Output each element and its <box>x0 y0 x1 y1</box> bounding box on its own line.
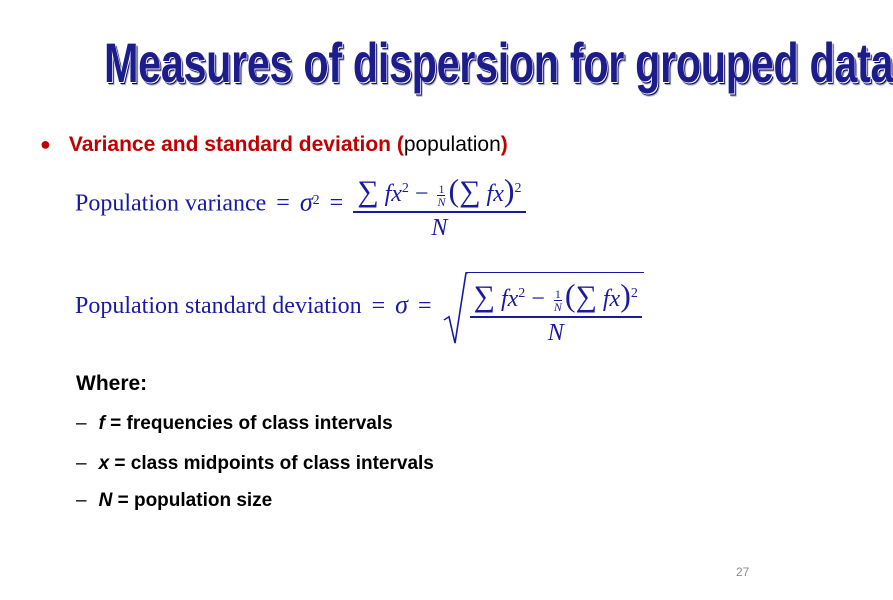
variance-formula <box>75 172 526 242</box>
dash-icon: – <box>76 453 87 474</box>
bullet-bold-text: Variance and standard deviation <box>68 133 391 156</box>
bullet-close-paren: ) <box>500 133 508 156</box>
sigma-exponent: 2 <box>312 193 320 209</box>
where-heading: Where: <box>76 372 148 395</box>
dash-icon: – <box>76 413 87 434</box>
def-text: = class midpoints of class intervals <box>109 453 434 474</box>
one-numerator: 1 <box>438 181 445 196</box>
stddev-equals-1: = <box>371 292 386 319</box>
stddev-label: Population standard deviation <box>75 292 362 319</box>
variance-numerator: ∑ $fx^2 - \frac{1}{N}(\sum$ fx)$^2$ <box>357 172 522 209</box>
definition-n <box>76 490 272 512</box>
inner-fx: fx <box>486 181 504 207</box>
def-variable: x <box>98 453 110 474</box>
stddev-numerator: ∑ $fx^2 - \frac{1}{N}(\sum$ fx)$^2$ <box>473 277 638 314</box>
dash-icon: – <box>76 490 87 511</box>
definition-f <box>76 413 393 435</box>
square-root <box>442 272 644 347</box>
bullet-open-paren: ( <box>396 133 404 156</box>
minus-sign: − <box>531 286 545 312</box>
def-text: = frequencies of class intervals <box>104 413 393 434</box>
stddev-formula <box>75 272 644 347</box>
slide-title: Measures of dispersion for grouped data <box>104 31 893 94</box>
one-numerator: 1 <box>554 286 561 301</box>
bullet-dot-icon: ● <box>40 134 51 154</box>
outer-exponent: 2 <box>514 181 522 196</box>
stddev-equals-2: = <box>418 292 432 319</box>
variance-equals: = <box>276 190 290 217</box>
stddev-sigma: σ <box>395 289 408 319</box>
stddev-denominator: N <box>547 319 564 346</box>
def-variable: f <box>98 413 105 434</box>
inner-sum-symbol: ∑ <box>459 175 481 208</box>
term-fx: fx <box>500 286 519 312</box>
term-fx: fx <box>384 181 402 207</box>
sum-symbol: ∑ <box>357 175 379 208</box>
n-denominator: N <box>553 299 562 314</box>
variance-denominator: N <box>431 214 448 241</box>
sigma-symbol: σ <box>299 187 313 217</box>
minus-sign: − <box>414 181 429 207</box>
definition-x <box>76 453 434 475</box>
variance-label: Population variance <box>75 190 267 217</box>
inner-fx: fx <box>602 286 621 312</box>
term-exponent: 2 <box>518 286 526 301</box>
radical-icon <box>442 272 468 347</box>
sum-symbol: ∑ <box>473 280 495 313</box>
bullet-variance-sd <box>40 133 508 157</box>
term-exponent: 2 <box>401 181 409 196</box>
stddev-fraction <box>470 277 642 347</box>
variance-fraction <box>353 172 525 242</box>
def-text: = population size <box>112 490 273 511</box>
page-number: 27 <box>736 565 750 579</box>
n-denominator: N <box>437 194 446 209</box>
variance-equals-2: = <box>329 190 344 217</box>
one-over-n <box>437 183 445 208</box>
inner-sum-symbol: ∑ <box>575 280 597 313</box>
one-over-n <box>554 288 562 313</box>
bullet-plain-text: population <box>403 133 501 156</box>
def-variable: N <box>98 490 113 511</box>
outer-exponent: 2 <box>630 286 638 301</box>
